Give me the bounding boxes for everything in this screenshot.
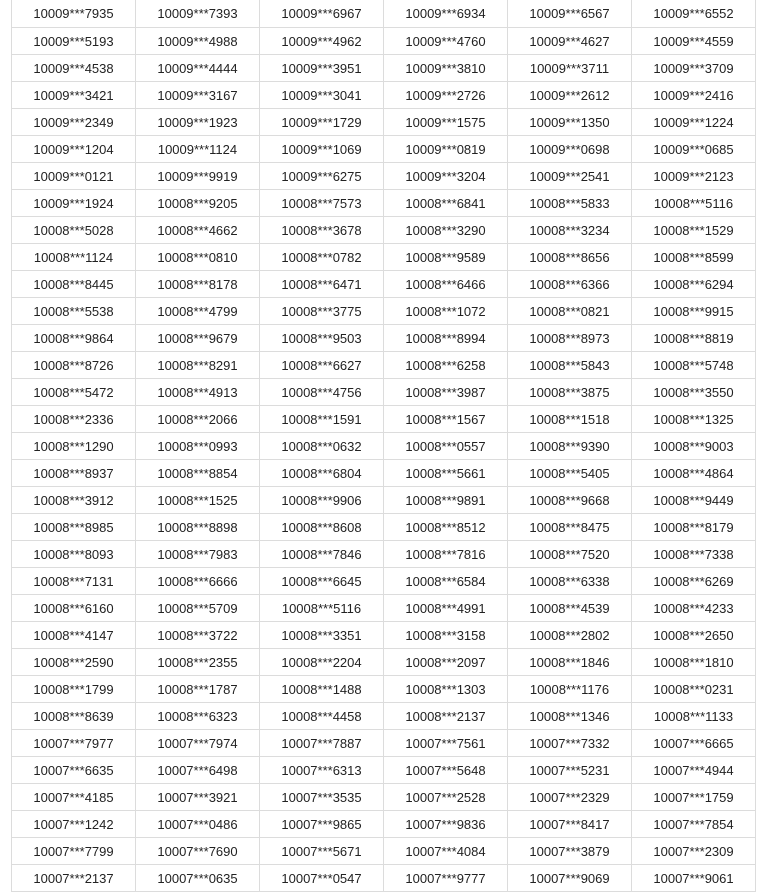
table-cell: 10007***0547: [260, 865, 384, 892]
table-cell: 10008***9589: [384, 244, 508, 271]
table-cell: 10007***7332: [508, 730, 632, 757]
table-cell: 10007***4944: [632, 757, 756, 784]
table-cell: 10009***3204: [384, 163, 508, 190]
table-cell: 10008***9891: [384, 487, 508, 514]
table-cell: 10007***7690: [136, 838, 260, 865]
table-cell: 10008***9915: [632, 298, 756, 325]
table-cell: 10008***8726: [12, 352, 136, 379]
table-cell: 10008***8656: [508, 244, 632, 271]
table-cell: 10008***9390: [508, 433, 632, 460]
table-cell: 10009***0698: [508, 136, 632, 163]
table-cell: 10009***1923: [136, 109, 260, 136]
table-cell: 10008***8475: [508, 514, 632, 541]
table-cell: 10008***3678: [260, 217, 384, 244]
table-cell: 10007***8417: [508, 811, 632, 838]
table-cell: 10008***1176: [508, 676, 632, 703]
table-row: [12, 541, 756, 568]
table-cell: 10008***4991: [384, 595, 508, 622]
table-row: [12, 28, 756, 55]
table-cell: 10009***3711: [508, 55, 632, 82]
table-cell: 10008***5472: [12, 379, 136, 406]
table-cell: 10008***9503: [260, 325, 384, 352]
table-cell: 10009***4760: [384, 28, 508, 55]
table-cell: 10008***1810: [632, 649, 756, 676]
table-cell: 10008***4913: [136, 379, 260, 406]
table-row: [12, 865, 756, 892]
table-cell: 10008***2650: [632, 622, 756, 649]
table-cell: 10009***3041: [260, 82, 384, 109]
table-cell: 10008***0632: [260, 433, 384, 460]
table-cell: 10008***4539: [508, 595, 632, 622]
table-cell: 10009***6567: [508, 0, 632, 28]
table-cell: 10007***7561: [384, 730, 508, 757]
id-table: [11, 0, 756, 892]
table-cell: 10008***6323: [136, 703, 260, 730]
table-cell: 10008***1525: [136, 487, 260, 514]
table-cell: 10009***0685: [632, 136, 756, 163]
table-cell: 10008***0993: [136, 433, 260, 460]
table-cell: 10008***9906: [260, 487, 384, 514]
table-cell: 10008***7846: [260, 541, 384, 568]
table-row: [12, 190, 756, 217]
table-cell: 10008***8639: [12, 703, 136, 730]
table-row: [12, 298, 756, 325]
table-cell: 10009***1124: [136, 136, 260, 163]
table-cell: 10007***2329: [508, 784, 632, 811]
table-cell: 10009***6934: [384, 0, 508, 28]
table-cell: 10008***6466: [384, 271, 508, 298]
table-cell: 10008***3875: [508, 379, 632, 406]
table-cell: 10009***3167: [136, 82, 260, 109]
table-cell: 10008***8854: [136, 460, 260, 487]
table-cell: 10008***2336: [12, 406, 136, 433]
table-row: [12, 163, 756, 190]
table-cell: 10008***5405: [508, 460, 632, 487]
table-cell: 10008***2137: [384, 703, 508, 730]
table-cell: 10008***8179: [632, 514, 756, 541]
table-cell: 10008***5661: [384, 460, 508, 487]
table-cell: 10008***5116: [260, 595, 384, 622]
table-cell: 10008***1787: [136, 676, 260, 703]
table-cell: 10008***2097: [384, 649, 508, 676]
table-cell: 10008***3987: [384, 379, 508, 406]
table-cell: 10008***5116: [632, 190, 756, 217]
table-cell: 10008***7520: [508, 541, 632, 568]
table-cell: 10008***1567: [384, 406, 508, 433]
table-cell: 10008***5843: [508, 352, 632, 379]
table-cell: 10009***1204: [12, 136, 136, 163]
table-cell: 10007***9777: [384, 865, 508, 892]
table-cell: 10009***1729: [260, 109, 384, 136]
table-cell: 10008***1346: [508, 703, 632, 730]
table-row: [12, 514, 756, 541]
table-cell: 10008***6366: [508, 271, 632, 298]
table-cell: 10009***2541: [508, 163, 632, 190]
table-row: [12, 82, 756, 109]
table-row: [12, 757, 756, 784]
table-cell: 10009***4444: [136, 55, 260, 82]
table-row: [12, 649, 756, 676]
table-cell: 10008***8985: [12, 514, 136, 541]
table-cell: 10008***6666: [136, 568, 260, 595]
table-cell: 10009***3709: [632, 55, 756, 82]
table-cell: 10007***2309: [632, 838, 756, 865]
table-cell: 10008***6258: [384, 352, 508, 379]
table-cell: 10008***6627: [260, 352, 384, 379]
table-cell: 10009***1069: [260, 136, 384, 163]
table-cell: 10008***8819: [632, 325, 756, 352]
table-cell: 10008***4147: [12, 622, 136, 649]
table-cell: 10007***1242: [12, 811, 136, 838]
table-cell: 10007***0486: [136, 811, 260, 838]
table-cell: 10007***3535: [260, 784, 384, 811]
table-cell: 10008***9864: [12, 325, 136, 352]
table-cell: 10007***4084: [384, 838, 508, 865]
table-cell: 10008***6338: [508, 568, 632, 595]
table-cell: 10008***2802: [508, 622, 632, 649]
table-cell: 10008***1325: [632, 406, 756, 433]
table-cell: 10009***6967: [260, 0, 384, 28]
table-cell: 10007***5671: [260, 838, 384, 865]
table-row: [12, 217, 756, 244]
table-cell: 10009***4538: [12, 55, 136, 82]
id-table-body: [12, 0, 756, 892]
table-cell: 10007***2528: [384, 784, 508, 811]
table-cell: 10008***1124: [12, 244, 136, 271]
table-cell: 10009***3951: [260, 55, 384, 82]
table-cell: 10007***9061: [632, 865, 756, 892]
table-cell: 10008***6804: [260, 460, 384, 487]
table-cell: 10009***6275: [260, 163, 384, 190]
table-cell: 10008***1072: [384, 298, 508, 325]
table-cell: 10008***8994: [384, 325, 508, 352]
table-cell: 10009***4988: [136, 28, 260, 55]
table-cell: 10008***0810: [136, 244, 260, 271]
table-cell: 10007***7799: [12, 838, 136, 865]
table-cell: 10008***2204: [260, 649, 384, 676]
table-row: [12, 109, 756, 136]
table-cell: 10008***6645: [260, 568, 384, 595]
table-cell: 10008***6584: [384, 568, 508, 595]
table-cell: 10008***6160: [12, 595, 136, 622]
id-table-container: [11, 0, 750, 892]
table-row: [12, 730, 756, 757]
table-cell: 10008***4662: [136, 217, 260, 244]
table-cell: 10008***7338: [632, 541, 756, 568]
table-cell: 10008***3234: [508, 217, 632, 244]
table-cell: 10008***9679: [136, 325, 260, 352]
table-cell: 10008***5028: [12, 217, 136, 244]
table-cell: 10009***1224: [632, 109, 756, 136]
table-cell: 10008***8898: [136, 514, 260, 541]
table-cell: 10007***9069: [508, 865, 632, 892]
table-cell: 10008***4799: [136, 298, 260, 325]
table-cell: 10009***3810: [384, 55, 508, 82]
table-cell: 10009***4627: [508, 28, 632, 55]
table-cell: 10007***7887: [260, 730, 384, 757]
table-row: [12, 595, 756, 622]
table-cell: 10007***1759: [632, 784, 756, 811]
table-cell: 10007***9865: [260, 811, 384, 838]
table-cell: 10008***3775: [260, 298, 384, 325]
table-cell: 10007***6313: [260, 757, 384, 784]
table-cell: 10008***8093: [12, 541, 136, 568]
table-cell: 10008***8608: [260, 514, 384, 541]
table-cell: 10008***2590: [12, 649, 136, 676]
table-row: [12, 703, 756, 730]
table-row: [12, 487, 756, 514]
table-row: [12, 352, 756, 379]
table-row: [12, 784, 756, 811]
table-row: [12, 568, 756, 595]
table-cell: 10008***8178: [136, 271, 260, 298]
table-cell: 10008***5833: [508, 190, 632, 217]
table-cell: 10008***8599: [632, 244, 756, 271]
table-cell: 10008***1529: [632, 217, 756, 244]
table-cell: 10007***6498: [136, 757, 260, 784]
table-cell: 10009***6552: [632, 0, 756, 28]
table-cell: 10007***0635: [136, 865, 260, 892]
table-cell: 10008***2066: [136, 406, 260, 433]
table-cell: 10008***3722: [136, 622, 260, 649]
table-cell: 10009***7393: [136, 0, 260, 28]
table-row: [12, 55, 756, 82]
table-cell: 10008***2355: [136, 649, 260, 676]
table-row: [12, 271, 756, 298]
table-cell: 10008***4233: [632, 595, 756, 622]
table-cell: 10009***1575: [384, 109, 508, 136]
table-cell: 10008***9449: [632, 487, 756, 514]
table-cell: 10007***3921: [136, 784, 260, 811]
table-cell: 10008***3290: [384, 217, 508, 244]
table-row: [12, 379, 756, 406]
table-cell: 10008***1591: [260, 406, 384, 433]
table-cell: 10008***5709: [136, 595, 260, 622]
table-cell: 10008***7983: [136, 541, 260, 568]
table-row: [12, 838, 756, 865]
table-cell: 10008***9003: [632, 433, 756, 460]
table-cell: 10009***7935: [12, 0, 136, 28]
table-cell: 10008***0231: [632, 676, 756, 703]
table-row: [12, 406, 756, 433]
table-cell: 10008***6841: [384, 190, 508, 217]
table-cell: 10009***2349: [12, 109, 136, 136]
table-row: [12, 676, 756, 703]
table-cell: 10008***4756: [260, 379, 384, 406]
table-cell: 10008***8445: [12, 271, 136, 298]
table-cell: 10009***1924: [12, 190, 136, 217]
table-cell: 10008***3912: [12, 487, 136, 514]
table-cell: 10009***2416: [632, 82, 756, 109]
table-cell: 10008***3550: [632, 379, 756, 406]
table-cell: 10009***1350: [508, 109, 632, 136]
table-row: [12, 244, 756, 271]
table-cell: 10009***0819: [384, 136, 508, 163]
table-cell: 10008***0557: [384, 433, 508, 460]
table-cell: 10009***4962: [260, 28, 384, 55]
table-cell: 10007***6665: [632, 730, 756, 757]
table-row: [12, 325, 756, 352]
table-row: [12, 622, 756, 649]
table-cell: 10008***6471: [260, 271, 384, 298]
table-cell: 10008***7131: [12, 568, 136, 595]
table-cell: 10008***8291: [136, 352, 260, 379]
table-cell: 10008***9668: [508, 487, 632, 514]
table-row: [12, 0, 756, 28]
table-cell: 10007***6635: [12, 757, 136, 784]
table-cell: 10008***1488: [260, 676, 384, 703]
table-cell: 10008***7573: [260, 190, 384, 217]
table-cell: 10008***5538: [12, 298, 136, 325]
table-cell: 10008***7816: [384, 541, 508, 568]
table-cell: 10007***5231: [508, 757, 632, 784]
table-cell: 10008***3158: [384, 622, 508, 649]
table-cell: 10009***2123: [632, 163, 756, 190]
table-row: [12, 460, 756, 487]
table-cell: 10008***5748: [632, 352, 756, 379]
table-cell: 10008***1846: [508, 649, 632, 676]
table-cell: 10008***1303: [384, 676, 508, 703]
table-cell: 10009***3421: [12, 82, 136, 109]
table-cell: 10008***6269: [632, 568, 756, 595]
table-cell: 10008***8973: [508, 325, 632, 352]
table-cell: 10007***7977: [12, 730, 136, 757]
table-cell: 10009***2612: [508, 82, 632, 109]
table-cell: 10008***3351: [260, 622, 384, 649]
table-cell: 10008***9205: [136, 190, 260, 217]
table-row: [12, 433, 756, 460]
table-cell: 10009***5193: [12, 28, 136, 55]
table-row: [12, 811, 756, 838]
table-cell: 10009***4559: [632, 28, 756, 55]
table-cell: 10009***9919: [136, 163, 260, 190]
table-cell: 10008***1290: [12, 433, 136, 460]
table-cell: 10008***6294: [632, 271, 756, 298]
table-cell: 10007***7974: [136, 730, 260, 757]
table-row: [12, 136, 756, 163]
table-cell: 10008***1133: [632, 703, 756, 730]
table-cell: 10007***7854: [632, 811, 756, 838]
table-cell: 10007***2137: [12, 865, 136, 892]
table-cell: 10008***1799: [12, 676, 136, 703]
table-cell: 10009***0121: [12, 163, 136, 190]
table-cell: 10008***4864: [632, 460, 756, 487]
table-cell: 10007***3879: [508, 838, 632, 865]
table-cell: 10009***2726: [384, 82, 508, 109]
table-cell: 10007***4185: [12, 784, 136, 811]
table-cell: 10008***4458: [260, 703, 384, 730]
table-cell: 10008***8512: [384, 514, 508, 541]
table-cell: 10008***0782: [260, 244, 384, 271]
table-cell: 10008***8937: [12, 460, 136, 487]
table-cell: 10007***5648: [384, 757, 508, 784]
table-cell: 10008***0821: [508, 298, 632, 325]
table-cell: 10007***9836: [384, 811, 508, 838]
table-cell: 10008***1518: [508, 406, 632, 433]
